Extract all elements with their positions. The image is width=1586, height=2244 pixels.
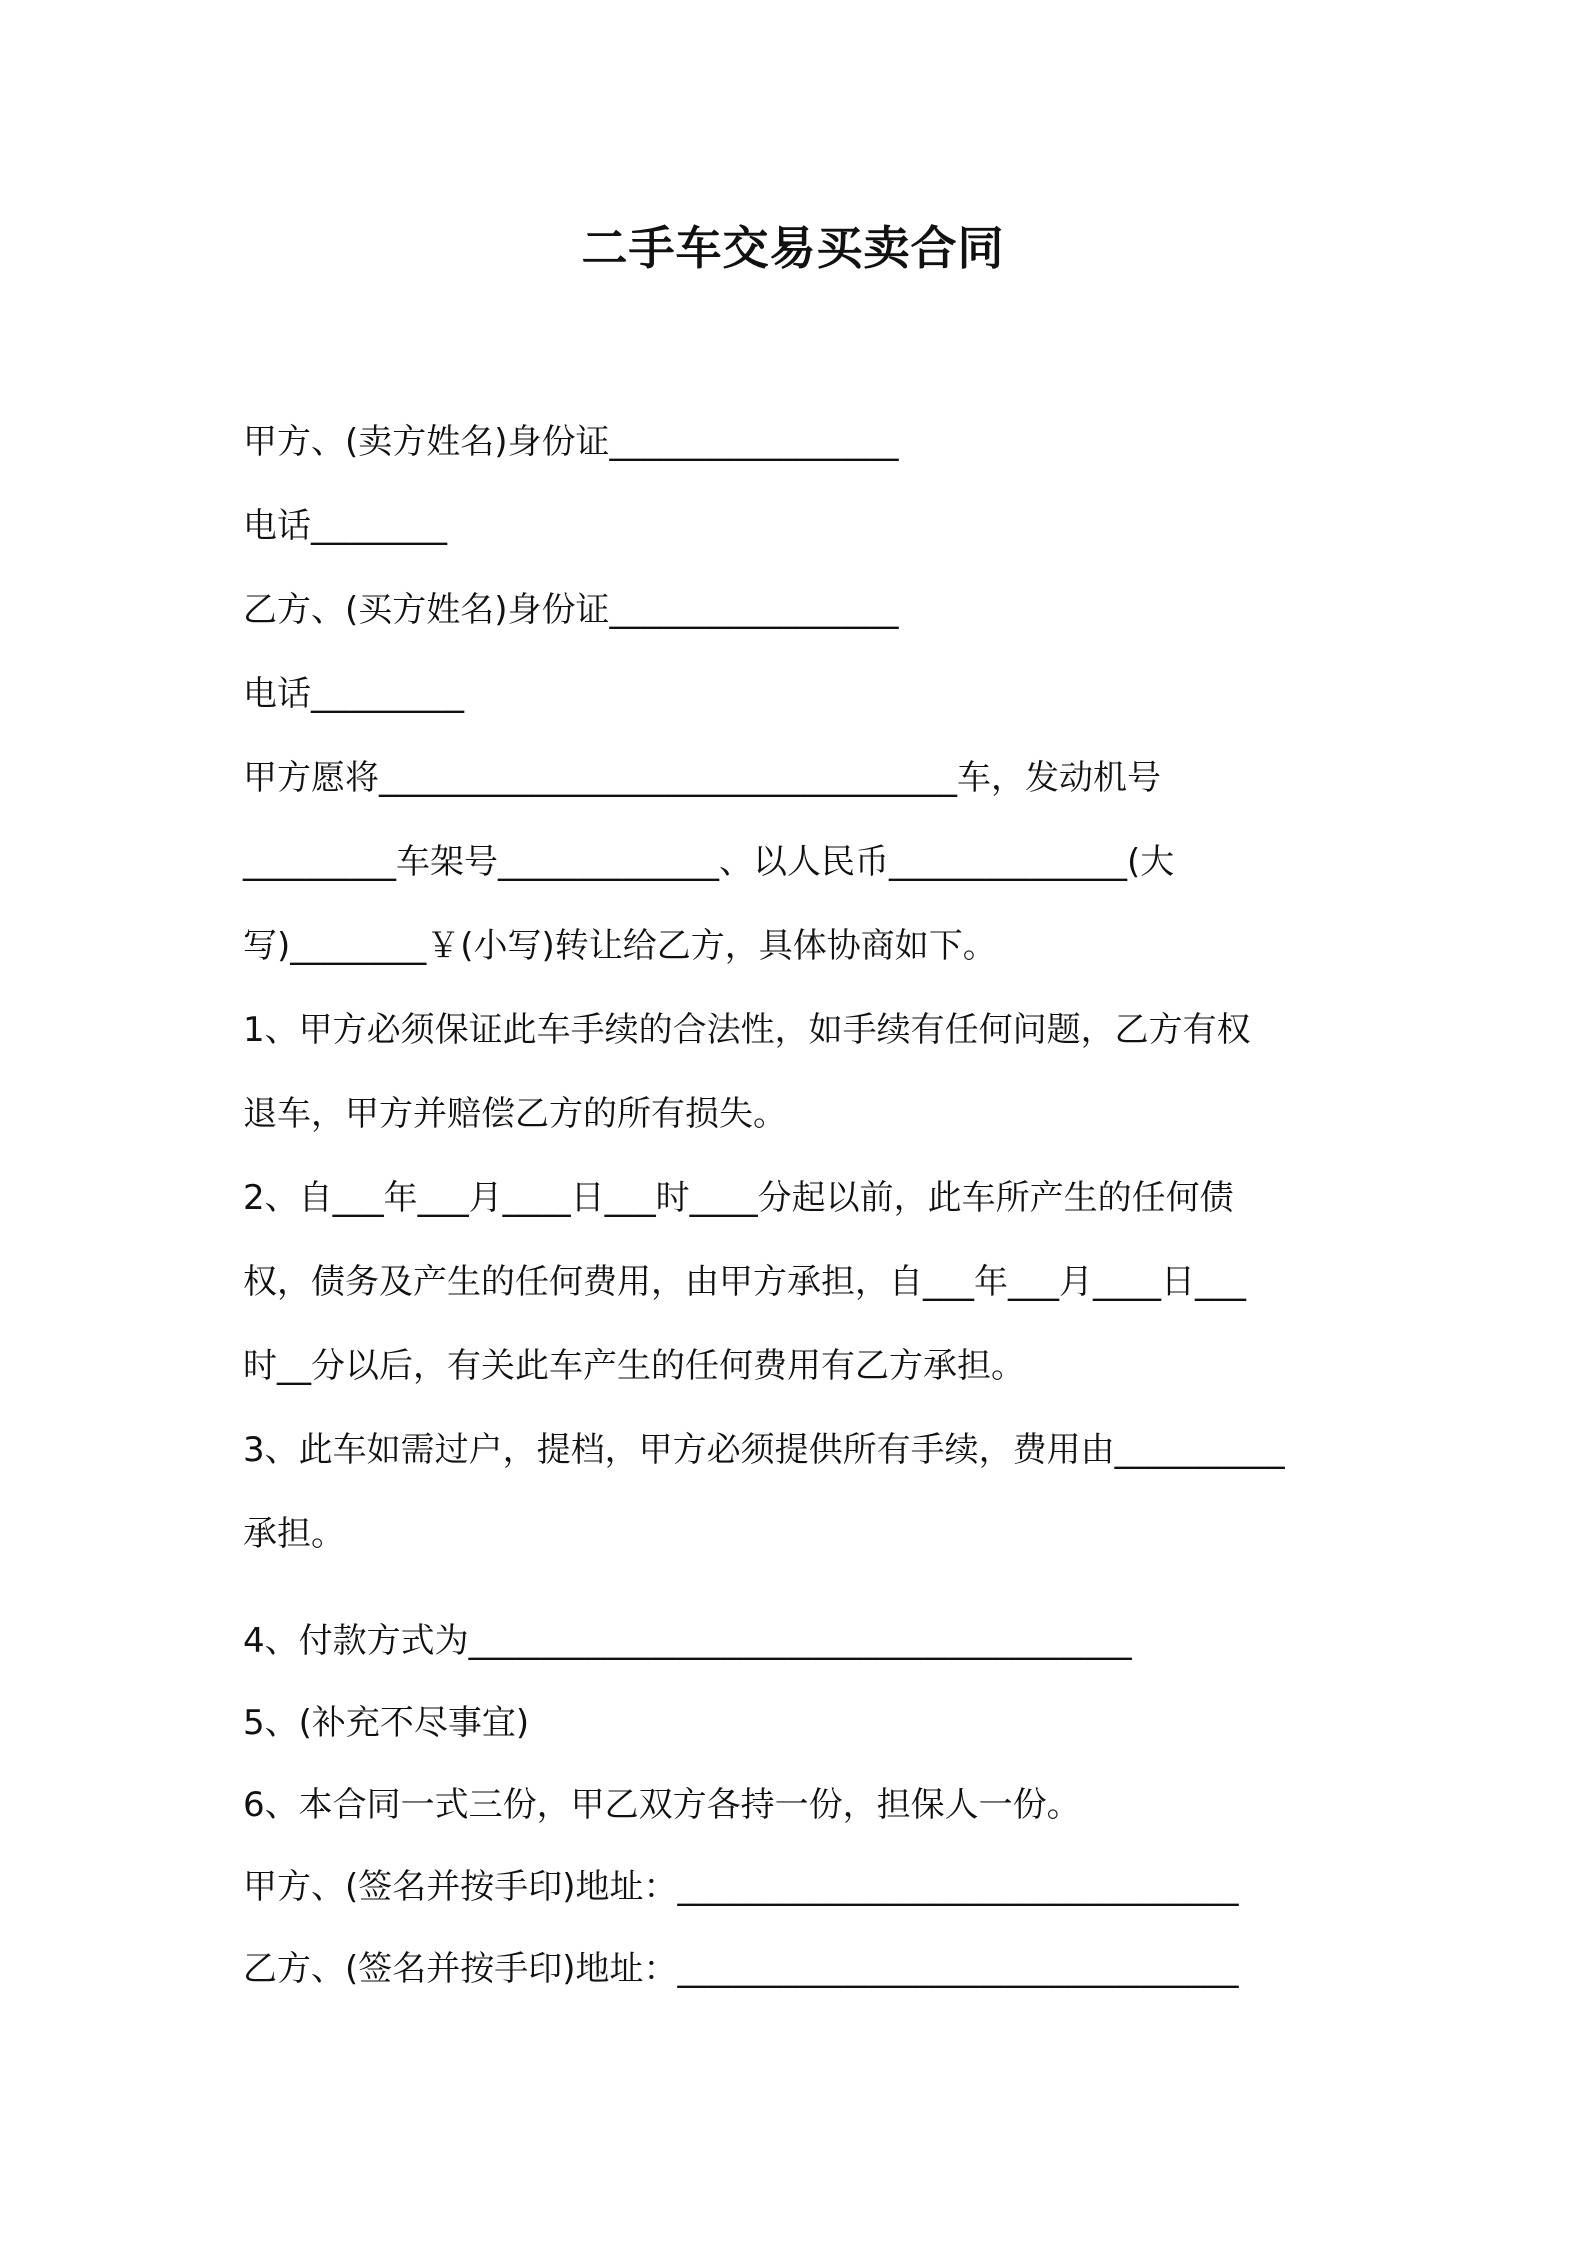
party-b-id-line: 乙方、(买方姓名)身份证_________________ (243, 590, 899, 630)
vehicle-transfer-line-2: _________车架号_____________、以人民币______________(大 (243, 842, 1175, 882)
clause-1-line-2: 退车，甲方并赔偿乙方的所有损失。 (243, 1094, 787, 1134)
clause-3-line-2: 承担。 (243, 1514, 345, 1554)
vehicle-transfer-line-3: 写)________￥(小写)转让给乙方，具体协商如下。 (243, 926, 997, 966)
party-a-signature-line: 甲方、(签名并按手印)地址：_________________________________ (243, 1867, 1239, 1907)
clause-6-line: 6、本合同一式三份，甲乙双方各持一份，担保人一份。 (243, 1785, 1081, 1825)
contract-body (243, 400, 1353, 2010)
party-a-id-line: 甲方、(卖方姓名)身份证_________________ (243, 422, 899, 462)
vehicle-transfer-line-1: 甲方愿将__________________________________车，发动机号 (243, 758, 1161, 798)
clause-5-line: 5、(补充不尽事宜) (243, 1703, 530, 1743)
clause-2-line-2: 权，债务及产生的任何费用，由甲方承担，自___年___月____日___ (243, 1262, 1246, 1302)
clause-3-line-1: 3、此车如需过户，提档，甲方必须提供所有手续，费用由__________ (243, 1430, 1285, 1470)
clause-2-line-1: 2、自___年___月____日___时____分起以前，此车所产生的任何债 (243, 1178, 1234, 1218)
clause-1-line-1: 1、甲方必须保证此车手续的合法性，如手续有任何问题，乙方有权 (243, 1010, 1251, 1050)
party-a-phone-line: 电话________ (243, 506, 447, 546)
document-title: 二手车交易买卖合同 (581, 221, 1005, 275)
spacer (243, 1576, 1353, 1600)
party-b-phone-line: 电话_________ (243, 674, 464, 714)
clause-2-line-3: 时__分以后，有关此车产生的任何费用有乙方承担。 (243, 1346, 1025, 1386)
party-b-signature-line: 乙方、(签名并按手印)地址：_________________________________ (243, 1949, 1239, 1989)
clause-4-line: 4、付款方式为_______________________________________ (243, 1621, 1132, 1661)
